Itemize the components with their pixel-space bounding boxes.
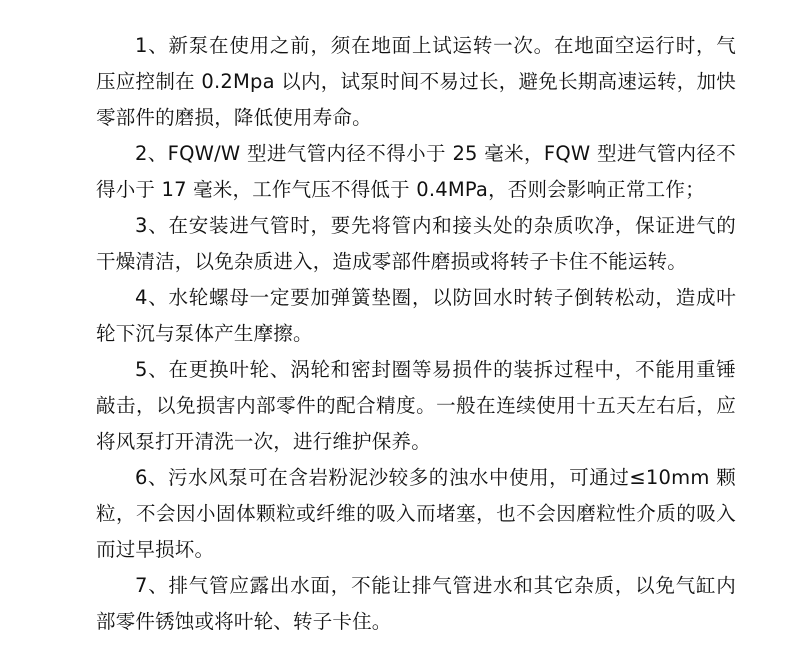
paragraph-3: 3、在安装进气管时，要先将管内和接头处的杂质吹净，保证进气的干燥清洁，以免杂质进入，造成零部件磨损或将转子卡住不能运转。 — [96, 214, 736, 273]
paragraph-1: 1、新泵在使用之前，须在地面上试运转一次。在地面空运行时，气压应控制在 0.2Mpa 以内，试泵时间不易过长，避免长期高速运转，加快零部件的磨损，降低使用寿命。 — [96, 34, 736, 129]
paragraph-2: 2、FQW/W 型进气管内径不得小于 25 毫米，FQW 型进气管内径不得小于 17 毫米，工作气压不得低于 0.4MPa，否则会影响正常工作； — [96, 142, 736, 201]
paragraph-5: 5、在更换叶轮、涡轮和密封圈等易损件的装拆过程中，不能用重锤敲击，以免损害内部零件的配合精度。一般在连续使用十五天左右后，应将风泵打开清洗一次，进行维护保养。 — [96, 358, 736, 453]
paragraph-4: 4、水轮螺母一定要加弹簧垫圈，以防回水时转子倒转松动，造成叶轮下沉与泵体产生摩擦。 — [96, 286, 736, 345]
document-body — [96, 28, 736, 640]
paragraph-6: 6、污水风泵可在含岩粉泥沙较多的浊水中使用，可通过≤10mm 颗粒，不会因小固体颗粒或纤维的吸入而堵塞，也不会因磨粒性介质的吸入而过早损坏。 — [96, 466, 736, 561]
paragraph-7: 7、排气管应露出水面，不能让排气管进水和其它杂质，以免气缸内部零件锈蚀或将叶轮、转子卡住。 — [96, 574, 736, 633]
